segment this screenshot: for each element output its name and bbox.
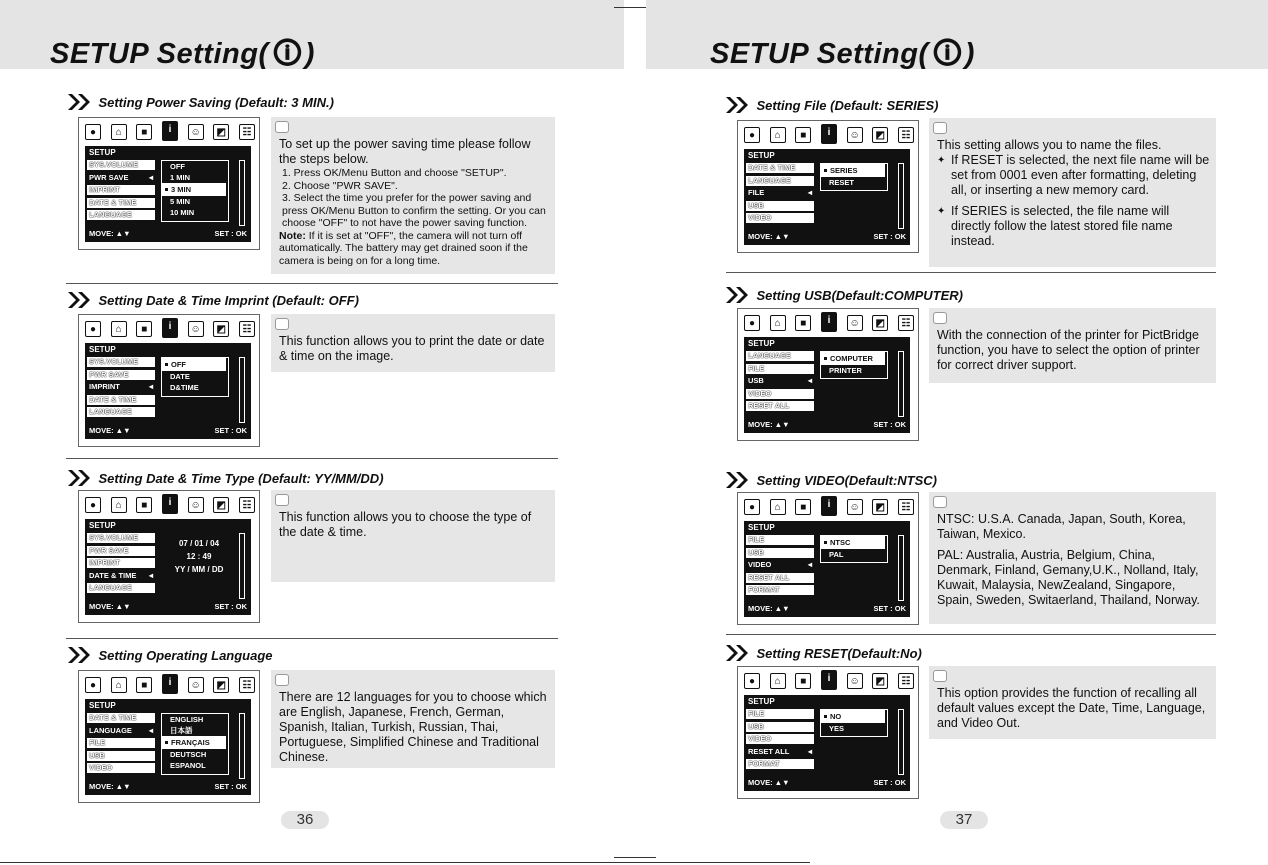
date-format: YY / MM / DD: [174, 565, 224, 574]
display-icon: ■: [795, 127, 811, 143]
description-box: [929, 118, 1216, 267]
lcd-footer: MOVE: ▲▼ SET : OK: [89, 229, 247, 238]
menu-item: LANGUAGE: [87, 407, 155, 417]
section-heading: Setting Date & Time Imprint (Default: OFF): [66, 291, 359, 311]
setup-menu: [746, 535, 814, 598]
setup-icon: i: [162, 494, 178, 514]
face-icon: ☺: [188, 497, 204, 513]
menu-item: VIDEO: [746, 389, 814, 399]
menu-item-active: FILE ◂: [746, 188, 814, 198]
face-icon: ☺: [847, 673, 863, 689]
camera-screen: [78, 117, 260, 250]
lcd-title: SETUP: [748, 697, 775, 706]
description-text: This function allows you to choose the type of the date & time.: [279, 510, 532, 539]
image-icon: ◩: [213, 124, 229, 140]
camera-icon: [275, 674, 289, 686]
menu-item: USB: [746, 548, 814, 558]
camera-screen: [78, 314, 260, 447]
image-icon: ◩: [872, 499, 888, 515]
option-item: DATE: [170, 372, 190, 381]
step-text: 3. Select the time you prefer for the power saving and press OK/Menu Button to confirm the setting. Or you can choose "OFF" to not have the power saving function.: [282, 192, 546, 229]
menu-item: SYS.VOLUME: [87, 160, 155, 170]
grid-icon: ☷: [898, 673, 914, 689]
face-icon: ☺: [188, 124, 204, 140]
image-icon: ◩: [213, 321, 229, 337]
lcd-footer: MOVE: ▲▼ SET : OK: [748, 420, 906, 429]
menu-item: VIDEO: [87, 763, 155, 773]
scrollbar: [898, 351, 904, 417]
section-heading: Setting VIDEO(Default:NTSC): [724, 471, 937, 491]
setup-icon: i: [821, 670, 837, 690]
section-heading: Setting Power Saving (Default: 3 MIN.): [66, 93, 334, 113]
lcd-menu: [744, 695, 910, 791]
description-box: [929, 492, 1216, 624]
menu-item: FORMAT: [746, 759, 814, 769]
menu-item: RESET ALL: [746, 573, 814, 583]
menu-item-active: RESET ALL ◂: [746, 747, 814, 757]
menu-item: FILE: [746, 364, 814, 374]
divider: [726, 272, 1216, 273]
lcd-footer: MOVE: ▲▼ SET : OK: [89, 426, 247, 435]
option-item-selected: COMPUTER: [821, 352, 885, 365]
double-chevron-icon: [66, 291, 92, 309]
menu-item: DATE & TIME: [87, 713, 155, 723]
menu-item: FILE: [746, 709, 814, 719]
camera-screen: [737, 120, 919, 253]
microphone-icon: ●: [744, 127, 760, 143]
setup-icon: i: [821, 124, 837, 144]
mode-icon-bar: [744, 499, 914, 517]
home-icon: ⌂: [111, 321, 127, 337]
option-item: PAL: [829, 550, 844, 559]
image-icon: ◩: [872, 315, 888, 331]
section-heading: Setting File (Default: SERIES): [724, 96, 938, 116]
menu-item: IMPRINT: [87, 558, 155, 568]
image-icon: ◩: [213, 677, 229, 693]
setup-icon: i: [162, 318, 178, 338]
setup-icon: i: [162, 121, 178, 141]
option-item-selected: NO: [821, 710, 885, 723]
lcd-title: SETUP: [89, 521, 116, 530]
section-heading: Setting RESET(Default:No): [724, 644, 922, 664]
scrollbar: [239, 160, 245, 226]
menu-item: VIDEO: [746, 734, 814, 744]
page-title: SETUP Setting( 🛈): [50, 33, 315, 82]
time-value: 12 : 49: [186, 552, 212, 561]
option-item: OFF: [170, 162, 185, 171]
option-list: [820, 163, 888, 191]
menu-item: USB: [746, 722, 814, 732]
menu-item: SYS.VOLUME: [87, 533, 155, 543]
option-item: D&TIME: [170, 383, 199, 392]
date-time-values: [163, 537, 235, 576]
lcd-title: SETUP: [89, 345, 116, 354]
option-item: RESET: [829, 178, 855, 187]
lcd-footer: MOVE: ▲▼ SET : OK: [89, 602, 247, 611]
menu-item-active: IMPRINT ◂: [87, 382, 155, 392]
option-item: 10 MIN: [170, 208, 195, 217]
double-chevron-icon: [724, 644, 750, 662]
description-box: [271, 490, 555, 582]
lcd-menu: [85, 343, 251, 439]
page-36: [0, 0, 624, 865]
menu-item-active: USB ◂: [746, 376, 814, 386]
camera-icon: [933, 496, 947, 508]
setup-menu: [87, 160, 155, 223]
image-icon: ◩: [213, 497, 229, 513]
menu-item: PWR SAVE: [87, 370, 155, 380]
grid-icon: ☷: [898, 127, 914, 143]
camera-screen: [78, 670, 260, 803]
display-icon: ■: [795, 673, 811, 689]
lcd-footer: MOVE: ▲▼ SET : OK: [748, 232, 906, 241]
description-box: [271, 117, 555, 274]
lcd-footer: MOVE: ▲▼ SET : OK: [748, 778, 906, 787]
scrollbar: [239, 713, 245, 779]
menu-item: USB: [87, 751, 155, 761]
setup-icon: i: [821, 312, 837, 332]
lcd-title: SETUP: [89, 148, 116, 157]
lcd-title: SETUP: [748, 523, 775, 532]
note-label: Note:: [279, 229, 306, 242]
menu-item: DATE & TIME: [87, 395, 155, 405]
mode-icon-bar: [85, 124, 255, 142]
page-number: 37: [940, 811, 988, 829]
menu-item: RESET ALL: [746, 401, 814, 411]
lcd-menu: [744, 149, 910, 245]
divider: [66, 458, 558, 459]
display-icon: ■: [136, 124, 152, 140]
face-icon: ☺: [847, 315, 863, 331]
double-chevron-icon: [724, 286, 750, 304]
double-chevron-icon: [724, 96, 750, 114]
microphone-icon: ●: [85, 124, 101, 140]
mode-icon-bar: [85, 497, 255, 515]
camera-icon: [275, 318, 289, 330]
menu-item-active: DATE & TIME ◂: [87, 571, 155, 581]
display-icon: ■: [136, 497, 152, 513]
grid-icon: ☷: [898, 499, 914, 515]
mode-icon-bar: [744, 315, 914, 333]
menu-item: DATE & TIME: [746, 163, 814, 173]
home-icon: ⌂: [770, 127, 786, 143]
option-item-selected: SERIES: [821, 164, 885, 177]
option-item-selected: OFF: [162, 358, 226, 371]
camera-icon: [933, 312, 947, 324]
divider: [66, 638, 558, 639]
mode-icon-bar: [85, 321, 255, 339]
page-37: [646, 0, 1268, 865]
description-text: This option provides the function of recalling all default values except the Date, Time, Language, and Video Out.: [937, 686, 1206, 730]
grid-icon: ☷: [239, 124, 255, 140]
setup-menu: [746, 163, 814, 226]
mode-icon-bar: [744, 127, 914, 145]
crop-mark: [614, 7, 646, 8]
double-chevron-icon: [724, 471, 750, 489]
setup-menu: [87, 533, 155, 596]
bullet-text: ✦ If SERIES is selected, the file name will directly follow the latest stored file name instead.: [937, 204, 1210, 249]
lcd-menu: [744, 337, 910, 433]
option-item: PRINTER: [829, 366, 862, 375]
description-text: This function allows you to print the date or date & time on the image.: [279, 334, 545, 363]
description-text: PAL: Australia, Austria, Belgium, China, Denmark, Finland, Gemany,U.K., Nolland, Italy, Kuwait, Malaysia, NewZealand, Singapore, Spain, Sweden, Switaerland, Thailand, Norway.: [937, 548, 1200, 607]
setup-icon: 🛈: [272, 38, 303, 70]
double-chevron-icon: [66, 93, 92, 111]
option-list: [820, 535, 888, 563]
lcd-footer: MOVE: ▲▼ SET : OK: [748, 604, 906, 613]
microphone-icon: ●: [744, 499, 760, 515]
home-icon: ⌂: [111, 677, 127, 693]
setup-menu: [87, 357, 155, 420]
menu-item: FILE: [87, 738, 155, 748]
menu-item-active: LANGUAGE ◂: [87, 726, 155, 736]
option-list: [820, 351, 888, 379]
section-heading: Setting Date & Time Type (Default: YY/MM/DD): [66, 469, 384, 489]
camera-icon: [275, 121, 289, 133]
camera-screen: [737, 666, 919, 799]
lcd-title: SETUP: [89, 701, 116, 710]
microphone-icon: ●: [744, 673, 760, 689]
microphone-icon: ●: [85, 497, 101, 513]
option-item: 日本語: [170, 726, 193, 735]
option-item: ENGLISH: [170, 715, 204, 724]
scrollbar: [239, 533, 245, 599]
description-text: With the connection of the printer for PictBridge function, you have to select the option of printer for correct driver support.: [937, 328, 1200, 372]
menu-item: LANGUAGE: [87, 210, 155, 220]
option-list: [161, 160, 229, 222]
double-chevron-icon: [66, 646, 92, 664]
description-box: [929, 666, 1216, 739]
menu-item: PWR SAVE: [87, 546, 155, 556]
divider: [66, 283, 558, 284]
menu-item: LANGUAGE: [746, 351, 814, 361]
option-item: 1 MIN: [170, 173, 191, 182]
face-icon: ☺: [847, 499, 863, 515]
description-box: [271, 314, 555, 372]
section-heading: Setting USB(Default:COMPUTER): [724, 286, 963, 306]
option-item: DEUTSCH: [170, 750, 207, 759]
setup-icon: i: [162, 674, 178, 694]
camera-icon: [933, 670, 947, 682]
page-header: [646, 0, 1268, 69]
camera-icon: [275, 494, 289, 506]
double-chevron-icon: [66, 469, 92, 487]
display-icon: ■: [136, 677, 152, 693]
lcd-menu: [744, 521, 910, 617]
step-text: 1. Press OK/Menu Button and choose "SETUP".: [282, 167, 507, 179]
image-icon: ◩: [872, 127, 888, 143]
scrollbar: [239, 357, 245, 423]
mode-icon-bar: [744, 673, 914, 691]
mode-icon-bar: [85, 677, 255, 695]
lcd-menu: [85, 519, 251, 615]
home-icon: ⌂: [111, 124, 127, 140]
menu-item: VIDEO: [746, 213, 814, 223]
grid-icon: ☷: [239, 321, 255, 337]
display-icon: ■: [136, 321, 152, 337]
microphone-icon: ●: [85, 321, 101, 337]
option-list: [161, 713, 229, 775]
bullet-text: ✦ If RESET is selected, the next file name will be set from 0001 even after formatting, deleting all, or inserting a new memory card.: [937, 153, 1210, 198]
menu-item: USB: [746, 201, 814, 211]
menu-item: LANGUAGE: [87, 583, 155, 593]
face-icon: ☺: [188, 677, 204, 693]
home-icon: ⌂: [770, 673, 786, 689]
microphone-icon: ●: [85, 677, 101, 693]
setup-menu: [746, 709, 814, 772]
grid-icon: ☷: [239, 497, 255, 513]
menu-item-active: VIDEO ◂: [746, 560, 814, 570]
grid-icon: ☷: [239, 677, 255, 693]
description-text: To set up the power saving time please follow the steps below.: [279, 137, 531, 166]
option-item-selected: 3 MIN: [162, 183, 226, 196]
display-icon: ■: [795, 315, 811, 331]
menu-item-active: PWR SAVE ◂: [87, 173, 155, 183]
lcd-title: SETUP: [748, 339, 775, 348]
face-icon: ☺: [847, 127, 863, 143]
description-box: [929, 308, 1216, 383]
scrollbar: [898, 709, 904, 775]
menu-item: IMPRINT: [87, 185, 155, 195]
setup-icon: 🛈: [932, 38, 963, 70]
menu-item: LANGUAGE: [746, 176, 814, 186]
home-icon: ⌂: [770, 499, 786, 515]
home-icon: ⌂: [111, 497, 127, 513]
camera-icon: [933, 122, 947, 134]
scrollbar: [898, 535, 904, 601]
lcd-title: SETUP: [748, 151, 775, 160]
grid-icon: ☷: [898, 315, 914, 331]
setup-menu: [87, 713, 155, 776]
microphone-icon: ●: [744, 315, 760, 331]
scrollbar: [898, 163, 904, 229]
lcd-menu: [85, 699, 251, 795]
display-icon: ■: [795, 499, 811, 515]
menu-item: SYS.VOLUME: [87, 357, 155, 367]
camera-screen: [78, 490, 260, 623]
lcd-footer: MOVE: ▲▼ SET : OK: [89, 782, 247, 791]
option-item: 5 MIN: [170, 197, 191, 206]
lcd-menu: [85, 146, 251, 242]
page-number: 36: [281, 811, 329, 829]
option-list: [161, 357, 229, 397]
description-text: There are 12 languages for you to choose which are English, Japanese, French, German, Spanish, Italian, Turkish, Russian, Thai, Portuguese, Simplified Chinese and Traditional Chinese.: [279, 690, 547, 764]
description-text: NTSC: U.S.A. Canada, Japan, South, Korea, Taiwan, Mexico.: [937, 512, 1186, 541]
camera-screen: [737, 308, 919, 441]
description-box: [271, 670, 555, 768]
option-item-selected: NTSC: [821, 536, 885, 549]
menu-item: FORMAT: [746, 585, 814, 595]
setup-menu: [746, 351, 814, 414]
option-item: YES: [829, 724, 845, 733]
face-icon: ☺: [188, 321, 204, 337]
note-text: If it is set at "OFF", the camera will not turn off automatically. The battery may get drained soon if the camera is being on for a long time.: [279, 229, 528, 267]
page-header: [0, 0, 624, 69]
section-heading: Setting Operating Language: [66, 646, 273, 666]
menu-item: FILE: [746, 535, 814, 545]
menu-item: DATE & TIME: [87, 198, 155, 208]
date-value: 07 / 01 / 04: [178, 539, 220, 548]
camera-screen: [737, 492, 919, 625]
setup-icon: i: [821, 496, 837, 516]
step-text: 2. Choose "PWR SAVE".: [282, 179, 398, 192]
option-list: [820, 709, 888, 737]
page-title: SETUP Setting( 🛈): [710, 33, 975, 82]
option-item: ESPANOL: [170, 761, 206, 770]
image-icon: ◩: [872, 673, 888, 689]
option-item-selected: FRANÇAIS: [162, 736, 226, 749]
description-text: This setting allows you to name the files.: [937, 138, 1162, 152]
home-icon: ⌂: [770, 315, 786, 331]
divider: [726, 634, 1216, 635]
